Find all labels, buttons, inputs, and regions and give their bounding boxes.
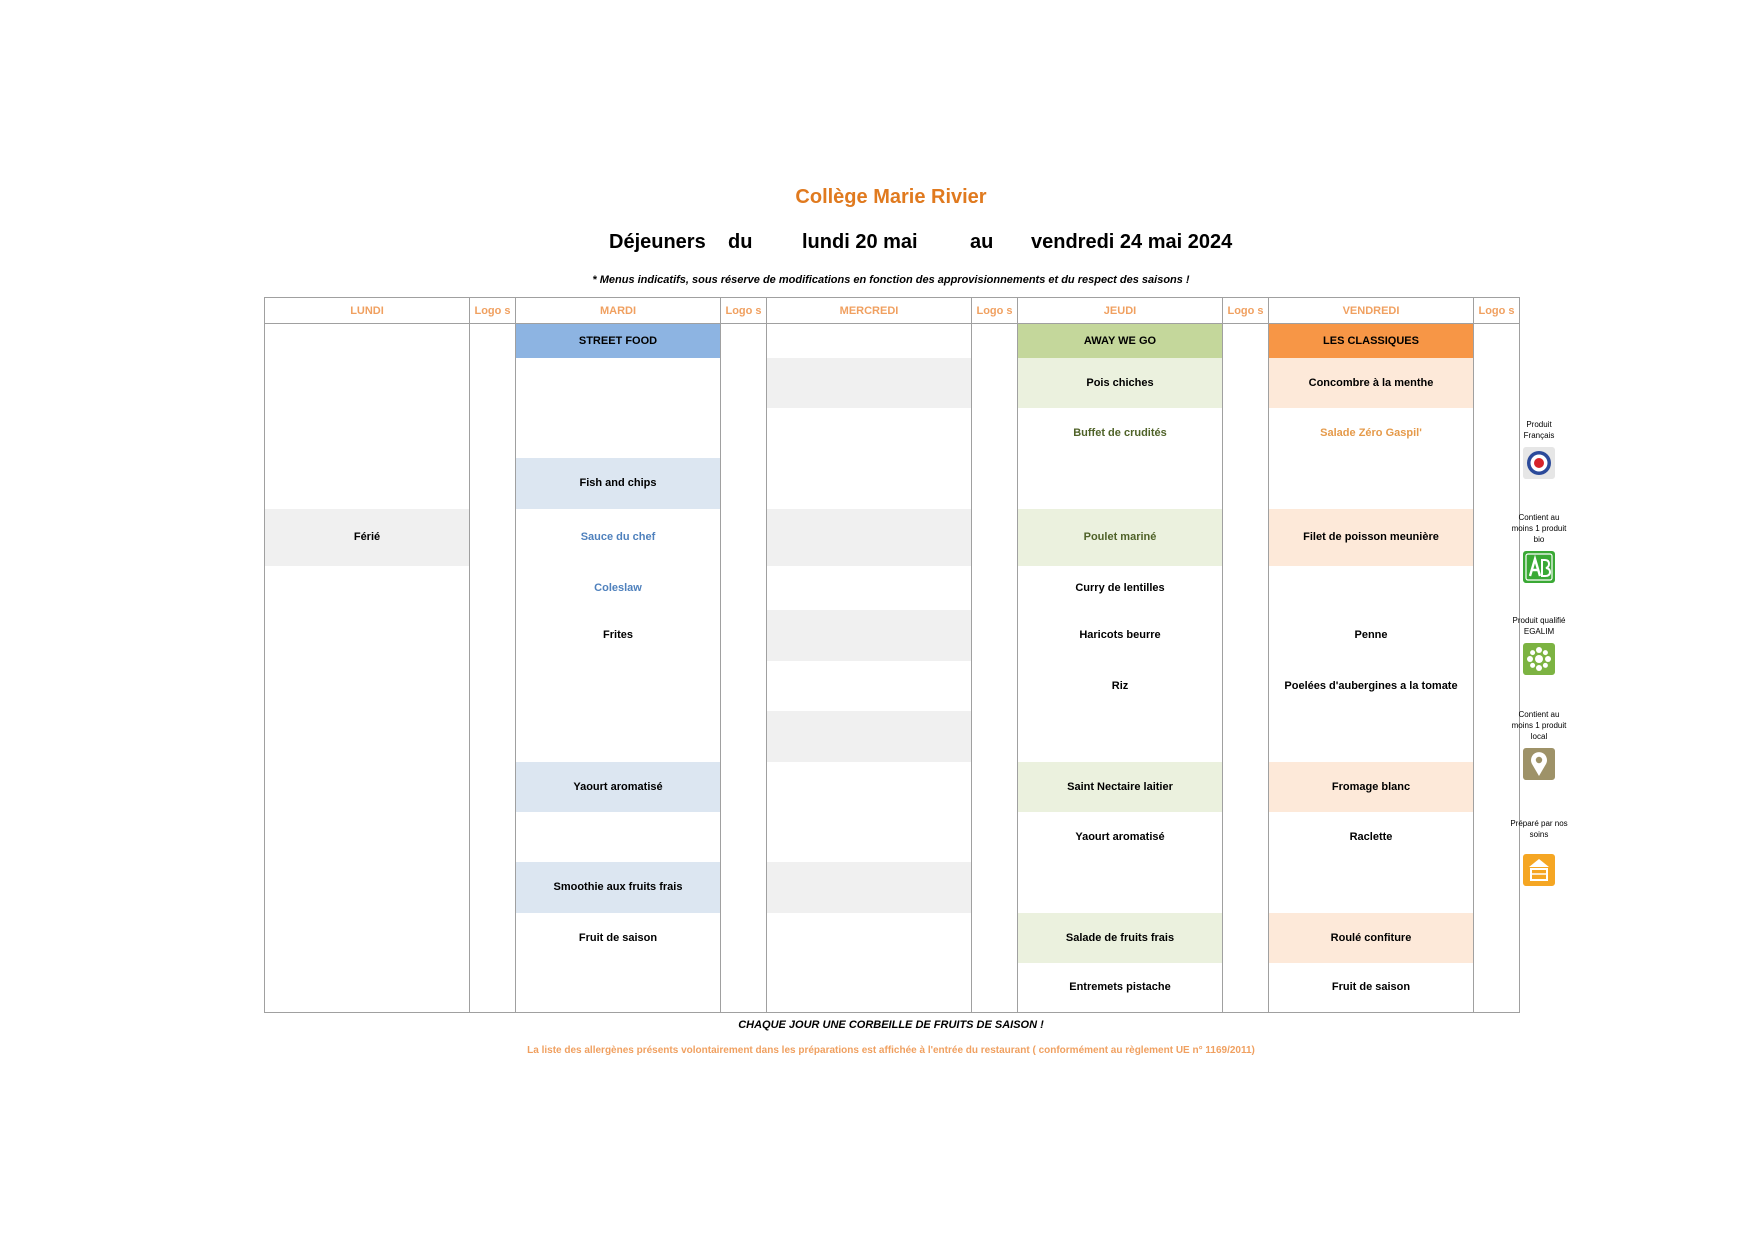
logo-cell (470, 408, 516, 458)
menu-item-mercredi (767, 458, 972, 509)
menu-item-jeudi: Entremets pistache (1018, 963, 1223, 1013)
logo-cell (972, 862, 1018, 913)
logo-cell (470, 458, 516, 509)
logo-cell (721, 812, 767, 862)
menu-item-lundi (265, 913, 470, 963)
menu-row (265, 711, 1520, 762)
menu-item-vendredi (1269, 458, 1474, 509)
menu-item-vendredi (1269, 566, 1474, 610)
legend-label: Contient au moins 1 produit local (1511, 710, 1567, 741)
menu-item-mercredi (767, 963, 972, 1013)
period-to-word: au (970, 231, 994, 253)
menu-item-mardi: Yaourt aromatisé (516, 762, 721, 812)
logo-cell (1223, 358, 1269, 408)
logo-cell (470, 711, 516, 762)
logo-cell (972, 566, 1018, 610)
menu-row (265, 661, 1520, 711)
period-end-date: vendredi 24 mai 2024 (1031, 231, 1233, 253)
menu-row (265, 610, 1520, 661)
menu-item-lundi (265, 408, 470, 458)
logo-cell (721, 509, 767, 566)
menu-item-vendredi: Poelées d'aubergines a la tomate (1269, 661, 1474, 711)
menu-item-lundi (265, 610, 470, 661)
theme-row (265, 324, 1520, 358)
logo-cell (1223, 862, 1269, 913)
school-title: Collège Marie Rivier (795, 186, 987, 208)
menu-item-mercredi (767, 509, 972, 566)
legend-label: Produit qualifié EGALIM (1512, 616, 1566, 636)
menu-item-mardi: Coleslaw (516, 566, 721, 610)
logo-cell (470, 610, 516, 661)
period-label: Déjeuners (609, 231, 706, 253)
day-header-vendredi: VENDREDI (1269, 298, 1474, 324)
logo-cell (1223, 812, 1269, 862)
period-from-word: du (728, 231, 753, 253)
organic-ab-icon (1523, 551, 1555, 583)
menu-item-jeudi (1018, 862, 1223, 913)
menu-item-jeudi: Riz (1018, 661, 1223, 711)
menu-row (265, 509, 1520, 566)
menu-item-jeudi: Salade de fruits frais (1018, 913, 1223, 963)
menu-item-vendredi (1269, 711, 1474, 762)
logo-cell (470, 963, 516, 1013)
logo-cell (1223, 408, 1269, 458)
logo-cell (470, 358, 516, 408)
logo-column-header: Logo s (972, 298, 1018, 324)
menu-item-mardi (516, 963, 721, 1013)
menu-item-jeudi: Saint Nectaire laitier (1018, 762, 1223, 812)
logo-cell (1223, 762, 1269, 812)
logo-cell (721, 458, 767, 509)
menu-item-lundi (265, 711, 470, 762)
menu-item-mardi: Smoothie aux fruits frais (516, 862, 721, 913)
menu-disclaimer: * Menus indicatifs, sous réserve de modifications en fonction des approvisionnements et du respect des saisons ! (592, 274, 1190, 286)
logo-cell (972, 358, 1018, 408)
menu-item-jeudi: Poulet mariné (1018, 509, 1223, 566)
menu-item-mardi: Fish and chips (516, 458, 721, 509)
legend-local (1510, 709, 1568, 780)
logo-cell (972, 610, 1018, 661)
menu-row (265, 408, 1520, 458)
logo-cell (721, 324, 767, 358)
menu-item-lundi (265, 458, 470, 509)
logo-cell (1474, 963, 1520, 1013)
logo-cell (470, 661, 516, 711)
menu-item-mardi (516, 711, 721, 762)
menu-item-mercredi (767, 913, 972, 963)
logo-cell (972, 661, 1018, 711)
fruit-basket-note: CHAQUE JOUR UNE CORBEILLE DE FRUITS DE SAISON ! (738, 1019, 1044, 1031)
logo-cell (721, 358, 767, 408)
day-header-mardi: MARDI (516, 298, 721, 324)
logo-column-header: Logo s (1223, 298, 1269, 324)
logo-column-header: Logo s (721, 298, 767, 324)
menu-item-mardi: Sauce du chef (516, 509, 721, 566)
menu-item-vendredi: Raclette (1269, 812, 1474, 862)
menu-item-mercredi (767, 812, 972, 862)
logo-cell (972, 913, 1018, 963)
menu-item-mardi (516, 661, 721, 711)
day-header-jeudi: JEUDI (1018, 298, 1223, 324)
homemade-icon (1523, 854, 1555, 886)
weekly-menu-table (264, 297, 1520, 1013)
menu-row (265, 963, 1520, 1013)
theme-jeudi: AWAY WE GO (1018, 324, 1223, 358)
day-header-lundi: LUNDI (265, 298, 470, 324)
legend-homemade (1510, 818, 1568, 886)
logo-cell (721, 661, 767, 711)
logo-cell (470, 762, 516, 812)
menu-item-lundi (265, 963, 470, 1013)
logo-column-header: Logo s (470, 298, 516, 324)
menu-item-mardi (516, 812, 721, 862)
menu-item-vendredi: Concombre à la menthe (1269, 358, 1474, 408)
legend-label: Contient au moins 1 produit bio (1511, 513, 1567, 544)
menu-item-mercredi (767, 762, 972, 812)
menu-row (265, 812, 1520, 862)
day-header-row (265, 298, 1520, 324)
menu-item-vendredi: Salade Zéro Gaspil' (1269, 408, 1474, 458)
logo-cell (972, 963, 1018, 1013)
menu-item-lundi (265, 661, 470, 711)
logo-cell (721, 913, 767, 963)
french-product-icon (1523, 447, 1555, 479)
menu-item-lundi (265, 762, 470, 812)
logo-cell (1223, 913, 1269, 963)
menu-row (265, 566, 1520, 610)
menu-item-vendredi (1269, 862, 1474, 913)
menu-item-mercredi (767, 566, 972, 610)
logo-cell (1223, 661, 1269, 711)
menu-item-vendredi: Filet de poisson meunière (1269, 509, 1474, 566)
legend-egalim (1510, 615, 1568, 675)
menu-item-lundi (265, 812, 470, 862)
legend-organic (1510, 512, 1568, 583)
theme-mercredi (767, 324, 972, 358)
menu-row (265, 358, 1520, 408)
logo-cell (470, 324, 516, 358)
logo-cell (1223, 509, 1269, 566)
menu-item-jeudi: Pois chiches (1018, 358, 1223, 408)
logo-cell (972, 509, 1018, 566)
logo-cell (1474, 358, 1520, 408)
logo-cell (1223, 566, 1269, 610)
legend-label: Produit Français (1523, 420, 1555, 440)
theme-vendredi: LES CLASSIQUES (1269, 324, 1474, 358)
menu-item-lundi: Férié (265, 509, 470, 566)
theme-lundi (265, 324, 470, 358)
menu-row (265, 762, 1520, 812)
menu-item-lundi (265, 358, 470, 408)
menu-item-mardi (516, 358, 721, 408)
logo-cell (721, 762, 767, 812)
logo-cell (1474, 324, 1520, 358)
logo-cell (721, 610, 767, 661)
theme-mardi: STREET FOOD (516, 324, 721, 358)
menu-item-vendredi: Penne (1269, 610, 1474, 661)
menu-item-jeudi: Yaourt aromatisé (1018, 812, 1223, 862)
menu-item-lundi (265, 862, 470, 913)
legend-french-product (1510, 419, 1568, 479)
logo-cell (721, 862, 767, 913)
logo-cell (1223, 458, 1269, 509)
menu-item-lundi (265, 566, 470, 610)
logo-cell (721, 963, 767, 1013)
menu-row (265, 458, 1520, 509)
menu-item-jeudi: Haricots beurre (1018, 610, 1223, 661)
menu-item-jeudi (1018, 458, 1223, 509)
logo-cell (972, 324, 1018, 358)
logo-cell (470, 566, 516, 610)
menu-item-jeudi: Curry de lentilles (1018, 566, 1223, 610)
menu-item-mercredi (767, 358, 972, 408)
menu-item-mercredi (767, 711, 972, 762)
egalim-icon (1523, 643, 1555, 675)
menu-item-vendredi: Roulé confiture (1269, 913, 1474, 963)
menu-item-vendredi: Fromage blanc (1269, 762, 1474, 812)
logo-cell (1223, 324, 1269, 358)
menu-item-jeudi: Buffet de crudités (1018, 408, 1223, 458)
logo-cell (470, 862, 516, 913)
logo-cell (721, 711, 767, 762)
logo-cell (972, 711, 1018, 762)
logo-cell (1223, 610, 1269, 661)
menu-item-mardi: Fruit de saison (516, 913, 721, 963)
logo-cell (972, 408, 1018, 458)
logo-cell (1223, 963, 1269, 1013)
logo-cell (972, 458, 1018, 509)
allergen-note: La liste des allergènes présents volontairement dans les préparations est affichée à l'entrée du restaurant ( conformément au règlement UE n° 1169/2011) (527, 1045, 1255, 1056)
logo-cell (470, 812, 516, 862)
logo-cell (721, 566, 767, 610)
logo-cell (1474, 913, 1520, 963)
logo-cell (470, 913, 516, 963)
logo-cell (721, 408, 767, 458)
menu-row (265, 913, 1520, 963)
menu-item-vendredi: Fruit de saison (1269, 963, 1474, 1013)
logo-cell (1223, 711, 1269, 762)
menu-item-mercredi (767, 610, 972, 661)
local-pin-icon (1523, 748, 1555, 780)
period-start-date: lundi 20 mai (802, 231, 918, 253)
menu-row (265, 862, 1520, 913)
menu-item-jeudi (1018, 711, 1223, 762)
legend-label: Préparé par nos soins (1510, 819, 1568, 839)
logo-cell (972, 812, 1018, 862)
logo-cell (470, 509, 516, 566)
menu-item-mercredi (767, 862, 972, 913)
logo-column-header: Logo s (1474, 298, 1520, 324)
logo-cell (972, 762, 1018, 812)
menu-item-mercredi (767, 661, 972, 711)
menu-item-mardi: Frites (516, 610, 721, 661)
menu-item-mardi (516, 408, 721, 458)
menu-item-mercredi (767, 408, 972, 458)
day-header-mercredi: MERCREDI (767, 298, 972, 324)
